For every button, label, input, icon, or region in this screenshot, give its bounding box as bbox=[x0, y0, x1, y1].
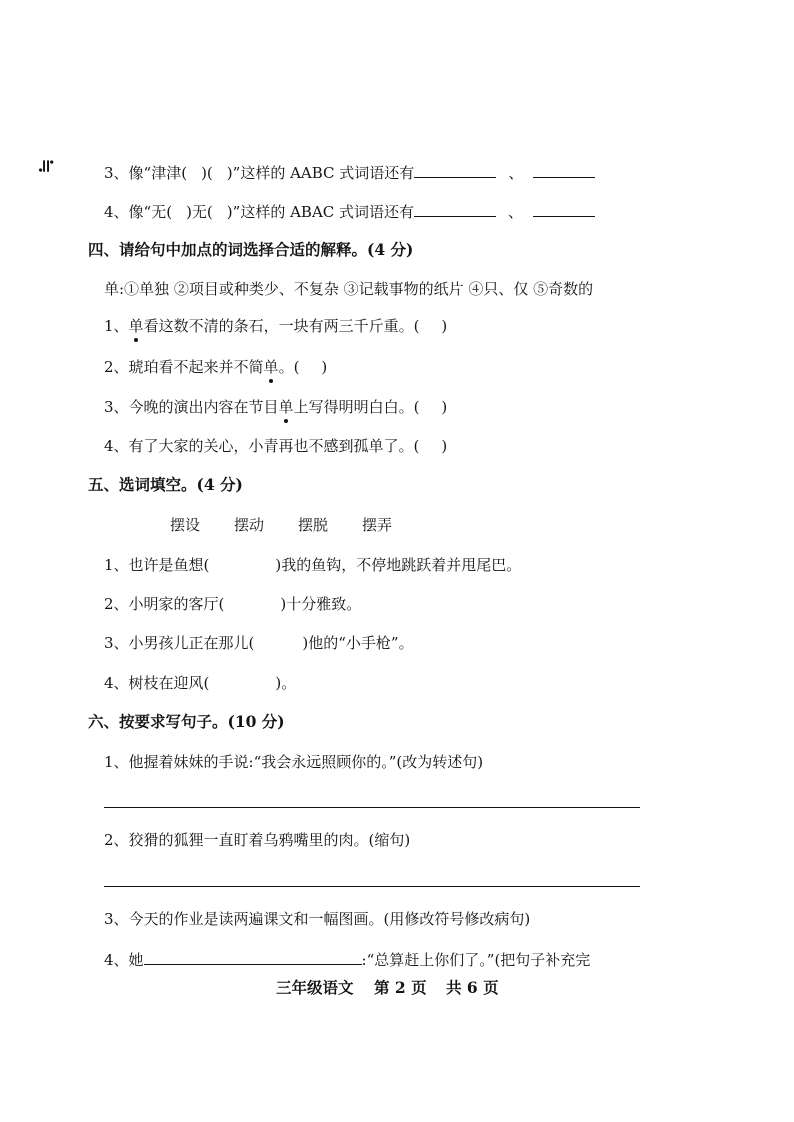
answer-blank[interactable] bbox=[144, 949, 362, 965]
answer-blank[interactable] bbox=[533, 201, 595, 217]
footer-subject: 三年级语文 bbox=[276, 978, 354, 997]
footer-total: 共 6 页 bbox=[446, 978, 499, 997]
answer-blank[interactable] bbox=[414, 162, 496, 178]
s4-question-2: 2、琥珀看不起来并不简单。( ) bbox=[104, 358, 328, 376]
margin-mark: ≒ bbox=[35, 158, 57, 174]
q4-abac: 4、像“无( )无( )”这样的 ABAC 式词语还有 、 bbox=[104, 201, 595, 222]
s4-question-3: 3、今晚的演出内容在节目单上写得明明白白。( ) bbox=[104, 398, 448, 416]
answer-line[interactable] bbox=[104, 807, 640, 808]
dotted-char: 单 bbox=[263, 358, 279, 376]
q3-aabc: 3、像“津津( )( )”这样的 AABC 式词语还有 、 bbox=[104, 162, 595, 183]
s5-question-3: 3、小男孩儿正在那儿( )他的“小手枪”。 bbox=[104, 634, 414, 652]
answer-blank[interactable] bbox=[533, 162, 595, 178]
word-option: 摆脱 bbox=[298, 516, 329, 534]
s6-question-2: 2、狡猾的狐狸一直盯着乌鸦嘴里的肉。(缩句) bbox=[104, 831, 411, 849]
section5-title: 五、选词填空。(4 分) bbox=[88, 475, 243, 494]
answer-blank[interactable] bbox=[414, 201, 496, 217]
word-option: 摆弄 bbox=[362, 516, 393, 534]
s4-question-1: 1、单看这数不清的条石，一块有两三千斤重。( ) bbox=[104, 317, 448, 335]
section6-title: 六、按要求写句子。(10 分) bbox=[88, 712, 285, 731]
s6-question-4: 4、她 :“总算赶上你们了。”(把句子补充完 bbox=[104, 951, 591, 969]
s5-question-1: 1、也许是鱼想( )我的鱼钩，不停地跳跃着并甩尾巴。 bbox=[104, 556, 522, 574]
definitions-list: 单:①单独 ②项目或种类少、不复杂 ③记载事物的纸片 ④只、仅 ⑤奇数的 bbox=[104, 280, 594, 298]
section4-title: 四、请给句中加点的词选择合适的解释。(4 分) bbox=[88, 240, 414, 259]
s5-question-2: 2、小明家的客厅( )十分雅致。 bbox=[104, 595, 362, 613]
word-option: 摆动 bbox=[234, 516, 265, 534]
word-option: 摆设 bbox=[170, 516, 201, 534]
word-options bbox=[170, 515, 426, 535]
s6-question-1: 1、他握着妹妹的手说:“我会永远照顾你的。”(改为转述句) bbox=[104, 753, 484, 771]
dotted-char: 单 bbox=[278, 398, 294, 416]
answer-line[interactable] bbox=[104, 886, 640, 887]
footer-page: 第 2 页 bbox=[374, 978, 427, 997]
s5-question-4: 4、树枝在迎风( )。 bbox=[104, 674, 297, 692]
s6-question-3: 3、今天的作业是读两遍课文和一幅图画。(用修改符号修改病句) bbox=[104, 910, 531, 928]
dotted-char: 单 bbox=[128, 317, 144, 335]
s4-question-4: 4、有了大家的关心，小青再也不感到孤单了。( ) bbox=[104, 437, 448, 455]
